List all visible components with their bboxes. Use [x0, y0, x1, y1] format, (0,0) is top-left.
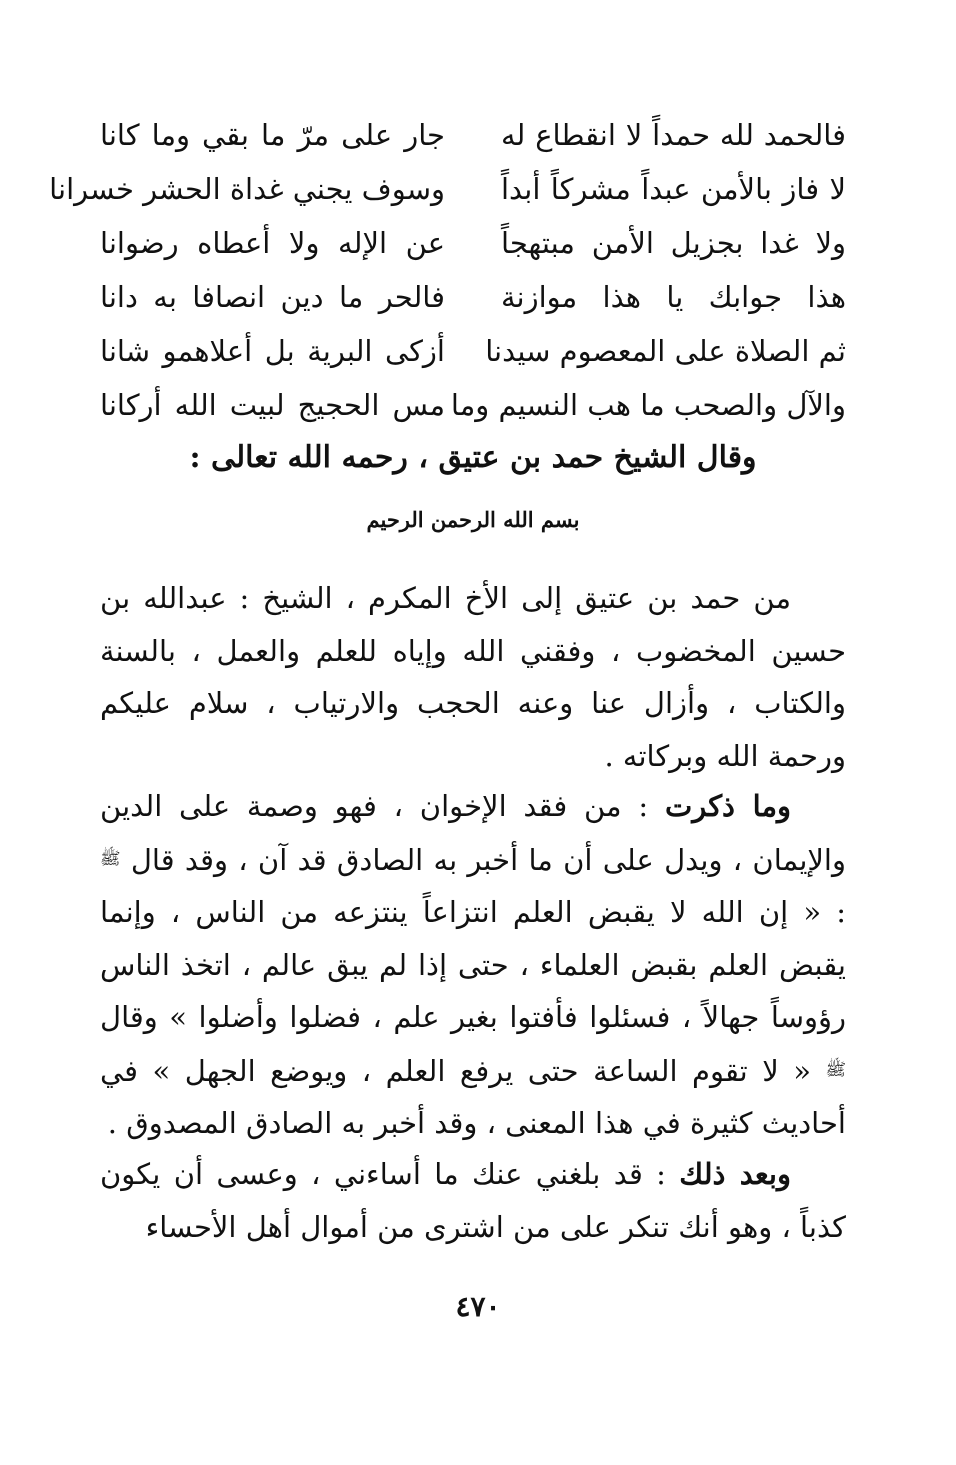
verse-first-hemistich: لا فاز بالأمن عبداً مشركاً أبداً — [501, 172, 846, 206]
salutation-glyph: ﷺ — [825, 1059, 846, 1080]
poem-verse — [100, 270, 846, 324]
verse-first-hemistich: هذا جوابك يا هذا موازنة — [501, 280, 846, 314]
page-number: ٤٧٠ — [455, 1290, 501, 1323]
poem-verse — [100, 216, 846, 270]
verse-first-hemistich: ولا غدا بجزيل الأمن مبتهجاً — [501, 226, 846, 260]
verse-second-hemistich: أزكى البرية بل أعلاهمو شانا — [100, 334, 445, 368]
verse-second-hemistich: عن الإله ولا أعطاه رضوانا — [100, 226, 445, 260]
poem-verse — [100, 108, 846, 162]
verse-second-hemistich: مس الحجيج لبيت الله أركانا — [100, 388, 445, 422]
paragraph-text: : « إن الله لا يقبض العلم انتزاعاً ينتزعه من الناس ، وإنما يقبض العلم بقبض العلماء ، حتى إذا لم يبق عالم ، اتخذ الناس رؤوساً جهالاً ، فسئلوا فأفتوا بغير علم ، فضلوا وأضلوا » وقال — [100, 895, 846, 1034]
paragraph-text: « لا تقوم الساعة حتى يرفع العلم ، ويوضع الجهل » في أحاديث كثيرة في هذا المعنى ، وقد أخبر به الصادق المصدوق . — [100, 1053, 846, 1140]
paragraph-text: : قد بلغني عنك ما أساءني ، وعسى أن يكون كذباً ، وهو أنك تنكر على من اشترى من أموال أهل الأحساء — [100, 1157, 846, 1244]
body-paragraph — [100, 1148, 846, 1253]
salutation-glyph: ﷺ — [100, 848, 121, 869]
verse-first-hemistich: ثم الصلاة على المعصوم سيدنا — [485, 334, 846, 368]
verse-second-hemistich: وسوف يجني غداة الحشر خسرانا — [49, 172, 445, 206]
poem-verse — [49, 162, 846, 216]
letter-opening-paragraph: من حمد بن عتيق إلى الأخ المكرم ، الشيخ : عبدالله بن حسين المخضوب ، وفقني الله وإياه للعلم والعمل ، بالسنة والكتاب ، وأزال عنا وعنه الحجب والارتياب ، سلام عليكم ورحمة الله وبركاته . — [100, 581, 846, 773]
verse-first-hemistich: والآل والصحب ما هب النسيم وما — [450, 388, 846, 422]
poem — [49, 108, 846, 432]
section-intro-heading: وقال الشيخ حمد بن عتيق ، رحمه الله تعالى : — [189, 440, 757, 475]
basmala: بسم الله الرحمن الرحيم — [366, 507, 580, 532]
paragraph-lead: وبعد ذلك — [679, 1157, 791, 1191]
paragraph-text: : من فقد الإخوان ، فهو وصمة على الدين والإيمان ، ويدل على أن ما أخبر به الصادق قد آن ، وقد قال — [100, 789, 846, 877]
poem-verse — [100, 324, 846, 378]
verse-second-hemistich: جار على مرّ ما بقي وما كانا — [100, 118, 445, 152]
poem-verse — [100, 378, 846, 432]
verse-second-hemistich: فالحر ما دين انصافا به دانا — [100, 280, 445, 314]
verse-first-hemistich: فالحمد لله حمداً لا انقطاع له — [501, 118, 846, 152]
body-paragraph — [100, 780, 846, 1150]
paragraph-lead: وما ذكرت — [664, 789, 791, 823]
